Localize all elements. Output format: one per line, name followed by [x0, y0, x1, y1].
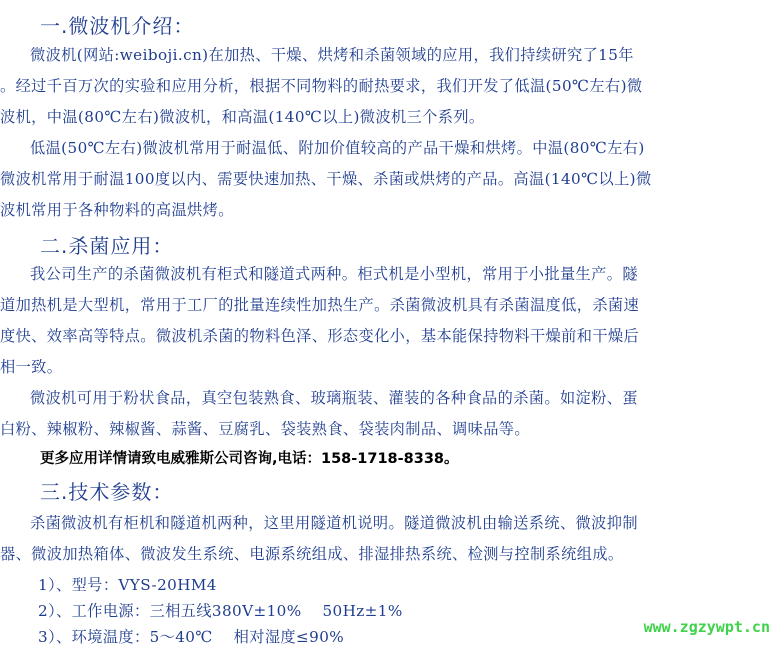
paragraph-line: 我公司生产的杀菌微波机有柜式和隧道式两种。柜式机是小型机，常用于小批量生产。隧 [30, 265, 638, 283]
section-heading-sterilization: 二.杀菌应用： [40, 234, 174, 258]
paragraph-line: 波机，中温(80℃左右)微波机，和高温(140℃以上)微波机三个系列。 [0, 108, 485, 126]
paragraph-line: 杀菌微波机有柜机和隧道机两种，这里用隧道机说明。隧道微波机由输送系统、微波抑制 [30, 514, 638, 532]
paragraph-line: 。经过千百万次的实验和应用分析，根据不同物料的耐热要求，我们开发了低温(50℃左右)微 [0, 77, 643, 95]
paragraph-line: 波机常用于各种物料的高温烘烤。 [0, 201, 234, 219]
paragraph-line: 器、微波加热箱体、微波发生系统、电源系统组成、排湿排热系统、检测与控制系统组成。 [0, 545, 624, 563]
spec-item-model: 1）、型号：VYS-20HM4 [38, 576, 217, 594]
paragraph-line: 道加热机是大型机，常用于工厂的批量连续性加热生产。杀菌微波机具有杀菌温度低，杀菌速 [0, 296, 640, 314]
paragraph-line: 微波机可用于粉状食品，真空包装熟食、玻璃瓶装、灌装的各种食品的杀菌。如淀粉、蛋 [30, 389, 638, 407]
section-heading-specs: 三.技术参数： [40, 480, 174, 504]
contact-info: 更多应用详情请致电威雅斯公司咨询,电话：158-1718-8338。 [40, 451, 459, 467]
paragraph-line: 微波机(网站:weiboji.cn)在加热、干燥、烘烤和杀菌领域的应用，我们持续研究了15年 [30, 46, 634, 64]
paragraph-line: 微波机常用于耐温100度以内、需要快速加热、干燥、杀菌或烘烤的产品。高温(140℃以上)微 [0, 170, 652, 188]
watermark: www.zgzywpt.cn [643, 618, 770, 636]
spec-item-power: 2）、工作电源：三相五线380V±10% 50Hz±1% [38, 602, 403, 620]
spec-item-environment: 3）、环境温度：5～40℃ 相对湿度≤90% [38, 628, 345, 646]
paragraph-line: 相一致。 [0, 358, 63, 376]
paragraph-line: 白粉、辣椒粉、辣椒酱、蒜酱、豆腐乳、袋装熟食、袋装肉制品、调味品等。 [0, 420, 530, 438]
section-heading-intro: 一.微波机介绍： [40, 14, 195, 38]
paragraph-line: 度快、效率高等特点。微波机杀菌的物料色泽、形态变化小，基本能保持物料干燥前和干燥后 [0, 327, 640, 345]
paragraph-line: 低温(50℃左右)微波机常用于耐温低、附加价值较高的产品干燥和烘烤。中温(80℃左右) [30, 139, 645, 157]
